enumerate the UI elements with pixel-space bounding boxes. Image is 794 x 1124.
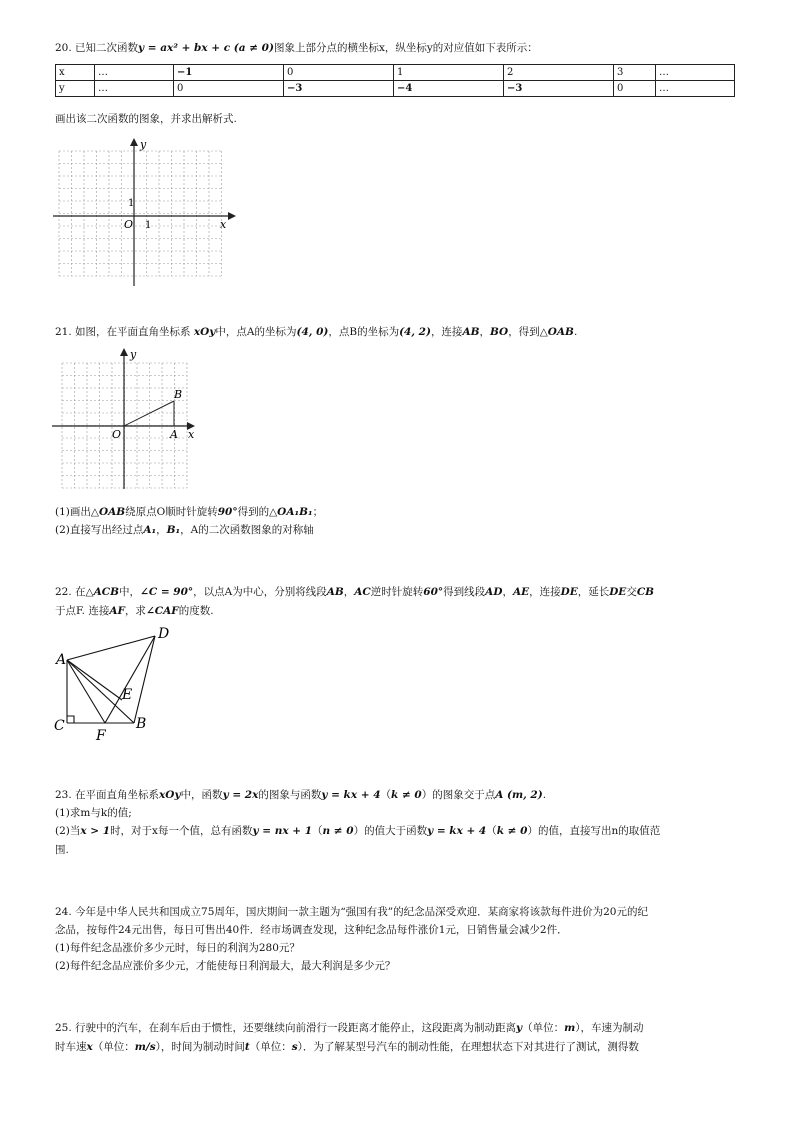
table-cell: … (656, 65, 735, 81)
point-C-label: C (54, 718, 65, 734)
q22-figure (50, 622, 190, 747)
q20-coordinate-grid (48, 136, 238, 288)
q20-stem: 20. 已知二次函数y = ax² + bx + c (a ≠ 0)图象上部分点的横坐标x，纵坐标y的对应值如下表所示： (55, 42, 538, 54)
segment-DF (105, 636, 155, 723)
q24-stem-line1: 24. 今年是中华人民共和国成立75周年，国庆期间一款主题为“强国有我”的纪念品深受欢迎．某商家将该款每件进价为20元的纪 (55, 906, 648, 918)
segment-AF (67, 660, 105, 723)
table-cell: 3 (614, 65, 656, 81)
segment-AE (67, 660, 122, 700)
q24-stem-line2: 念品，按每件24元出售，每日可售出40件．经市场调查发现，这种纪念品每件涨价1元，日销售量会减少2件． (55, 924, 568, 936)
q21-stem: 21. 如图，在平面直角坐标系 xOy中，点A的坐标为(4, 0)，点B的坐标为(4, 2)，连接AB，BO，得到△OAB. (55, 326, 578, 338)
origin-label: O (124, 218, 134, 231)
x-axis-label: x (188, 428, 195, 441)
table-cell: −4 (394, 81, 504, 97)
y-header-cell: y (56, 81, 95, 97)
segment-OB (124, 401, 174, 426)
point-A-label: A (170, 428, 178, 441)
q25-stem-line1: 25. 行驶中的汽车，在刹车后由于惯性，还要继续向前滑行一段距离才能停止，这段距离为制动距离y（单位：m），车速为制动 (55, 1022, 644, 1034)
table-cell: 1 (394, 65, 504, 81)
q21-part1: (1)画出△OAB绕原点O顺时针旋转90°得到的△OA₁B₁； (55, 506, 324, 518)
q23-stem: 23. 在平面直角坐标系xOy中，函数y = 2x的图象与函数y = kx + 4（k ≠ 0）的图象交于点A (m, 2). (55, 789, 547, 801)
q23-part1: (1)求m与k的值; (55, 807, 132, 819)
table-cell: … (95, 81, 174, 97)
table-cell: 0 (174, 81, 284, 97)
point-B-label: B (174, 388, 183, 401)
q22-stem-line2: 于点F. 连接AF，求∠CAF的度数. (55, 605, 214, 617)
x-header-cell: x (56, 65, 95, 81)
y-axis-label: y (130, 348, 137, 361)
table-cell: 2 (504, 65, 614, 81)
q23-part2-cont: 围. (55, 844, 69, 856)
x-axis-arrow (228, 212, 236, 220)
segment-DB (134, 636, 155, 723)
point-O-label: O (112, 428, 122, 441)
q23-part2: (2)当x > 1时，对于x每一个值，总有函数y = nx + 1（n ≠ 0）的值大于函数y = kx + 4（k ≠ 0）的值，直接写出n的取值范 (55, 825, 661, 837)
table-cell: −3 (284, 81, 394, 97)
q21-part2: (2)直接写出经过点A₁，B₁，A的二次函数图象的对称轴 (55, 524, 314, 536)
point-B-label: B (136, 716, 147, 732)
segment-AD (67, 636, 155, 660)
point-F-label: F (96, 728, 106, 744)
y-axis-arrow (120, 348, 128, 356)
table-cell: 0 (284, 65, 394, 81)
q21-coordinate-grid (52, 346, 202, 491)
point-A-label: A (56, 652, 67, 668)
table-cell: −3 (504, 81, 614, 97)
x-tick-label: 1 (145, 220, 152, 231)
table-row-y (56, 81, 735, 97)
table-cell: 0 (614, 81, 656, 97)
table-cell: … (656, 81, 735, 97)
q22-stem-line1: 22. 在△ACB中，∠C = 90°，以点A为中心，分别将线段AB，AC逆时针旋转60°得到线段AD，AE，连接DE，延长DE交CB (55, 586, 655, 598)
right-angle-mark (67, 716, 74, 723)
table-cell: −1 (174, 65, 284, 81)
q24-part1: (1)每件纪念品涨价多少元时，每日的利润为280元？ (55, 942, 300, 954)
table-row-x (56, 65, 735, 81)
y-axis-label: y (140, 138, 147, 151)
point-E-label: E (122, 687, 133, 703)
point-D-label: D (158, 626, 170, 642)
x-axis-label: x (220, 218, 227, 231)
q25-stem-line2: 时车速x（单位：m/s），时间为制动时间t（单位：s）．为了解某型号汽车的制动性能，在理想状态下对其进行了测试，测得数 (55, 1041, 639, 1053)
table-cell: … (95, 65, 174, 81)
q20-instruction: 画出该二次函数的图象，并求出解析式. (55, 113, 237, 125)
q24-part2: (2)每件纪念品应涨价多少元，才能使每日利润最大，最大利润是多少元？ (55, 960, 396, 972)
q20-value-table (55, 64, 735, 97)
y-axis-arrow (130, 138, 138, 146)
y-tick-label: 1 (128, 198, 135, 209)
q20-formula: y = ax² + bx + c (a ≠ 0) (138, 42, 274, 54)
